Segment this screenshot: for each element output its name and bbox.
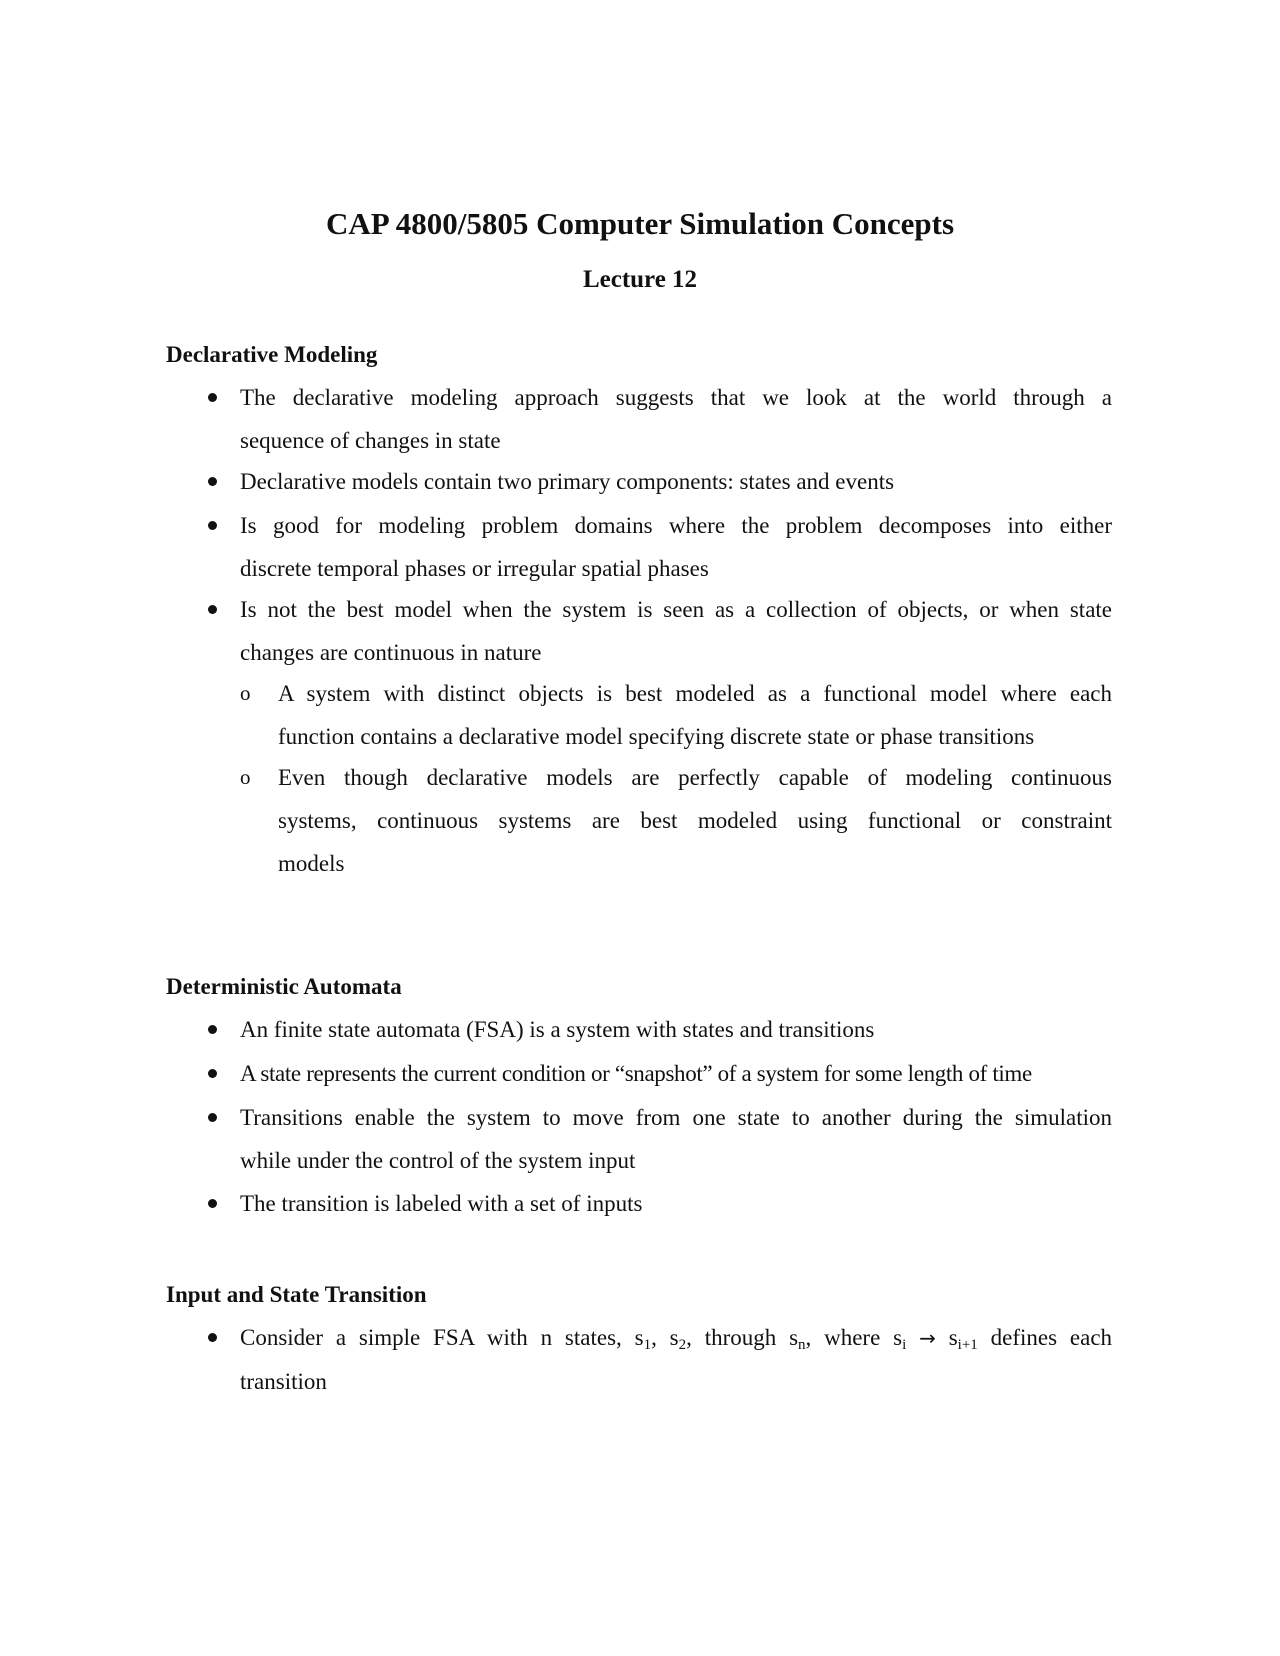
bullet-icon xyxy=(208,477,217,486)
section-heading-input-state-transition: Input and State Transition xyxy=(166,1282,427,1307)
sub-bullet-icon: o xyxy=(240,765,251,789)
text-segment: s xyxy=(935,1325,958,1350)
list-item xyxy=(240,1182,1112,1225)
sub-list-item xyxy=(240,672,1112,758)
list-item-line: A system with distinct objects is best modeled as a functional model where each xyxy=(278,681,1112,706)
list-item xyxy=(240,1052,1112,1095)
list-item-line: models xyxy=(278,851,345,876)
subscript: i+1 xyxy=(957,1337,978,1353)
list-item-line xyxy=(240,1316,1112,1360)
list-item-line: Transitions enable the system to move from one state to another during the simulation xyxy=(240,1105,1112,1130)
list-item-line: A state represents the current condition or “snapshot” of a system for some length of time xyxy=(240,1061,1032,1086)
subscript: 1 xyxy=(643,1337,652,1353)
list-item-line: discrete temporal phases or irregular spatial phases xyxy=(240,556,709,581)
list-item-line: Is good for modeling problem domains where the problem decomposes into either xyxy=(240,513,1112,538)
subscript: 2 xyxy=(678,1337,687,1353)
list-item-line: An finite state automata (FSA) is a system with states and transitions xyxy=(240,1017,875,1042)
bullet-icon xyxy=(208,1025,217,1034)
list-item-line: The transition is labeled with a set of inputs xyxy=(240,1191,643,1216)
bullet-icon xyxy=(208,1113,217,1122)
text-segment: , s xyxy=(651,1325,679,1350)
section-heading-declarative-modeling: Declarative Modeling xyxy=(166,342,378,367)
section-heading-deterministic-automata: Deterministic Automata xyxy=(166,974,402,999)
subscript: n xyxy=(798,1337,806,1353)
list-item-line: Even though declarative models are perfectly capable of modeling continuous xyxy=(278,765,1112,790)
bullet-icon xyxy=(208,605,217,614)
list-item-line: The declarative modeling approach suggests that we look at the world through a xyxy=(240,385,1112,410)
text-segment: defines each xyxy=(977,1325,1113,1350)
list-item xyxy=(240,1096,1112,1182)
list-item-line: Declarative models contain two primary components: states and events xyxy=(240,469,895,494)
lecture-subtitle: Lecture 12 xyxy=(582,266,698,293)
list-item-line: function contains a declarative model specifying discrete state or phase transitions xyxy=(278,724,1035,749)
bullet-icon xyxy=(208,521,217,530)
list-item xyxy=(240,376,1112,462)
list-item-line: systems, continuous systems are best modeled using functional or constraint xyxy=(278,808,1112,833)
list-item xyxy=(240,1316,1112,1403)
sub-list-item xyxy=(240,756,1112,885)
list-item-line: Is not the best model when the system is seen as a collection of objects, or when state xyxy=(240,597,1112,622)
text-segment: , where s xyxy=(805,1325,903,1350)
list-item-line: changes are continuous in nature xyxy=(240,640,542,665)
text-segment: Consider a simple FSA with n states, s xyxy=(240,1325,644,1350)
list-item-line: transition xyxy=(240,1369,327,1394)
document-title: CAP 4800/5805 Computer Simulation Concepts xyxy=(325,206,955,241)
list-item xyxy=(240,504,1112,590)
text-segment: , through s xyxy=(686,1325,799,1350)
bullet-icon xyxy=(208,1199,217,1208)
list-item xyxy=(240,588,1112,674)
right-arrow-icon: → xyxy=(919,1326,936,1350)
bullet-icon xyxy=(208,1333,217,1342)
sub-bullet-icon: o xyxy=(240,681,251,705)
bullet-icon xyxy=(208,1069,217,1078)
list-item-line: sequence of changes in state xyxy=(240,428,501,453)
list-item xyxy=(240,460,1112,503)
list-item-line: while under the control of the system input xyxy=(240,1148,636,1173)
subscript: i xyxy=(902,1337,907,1353)
list-item xyxy=(240,1008,1112,1051)
bullet-icon xyxy=(208,393,217,402)
